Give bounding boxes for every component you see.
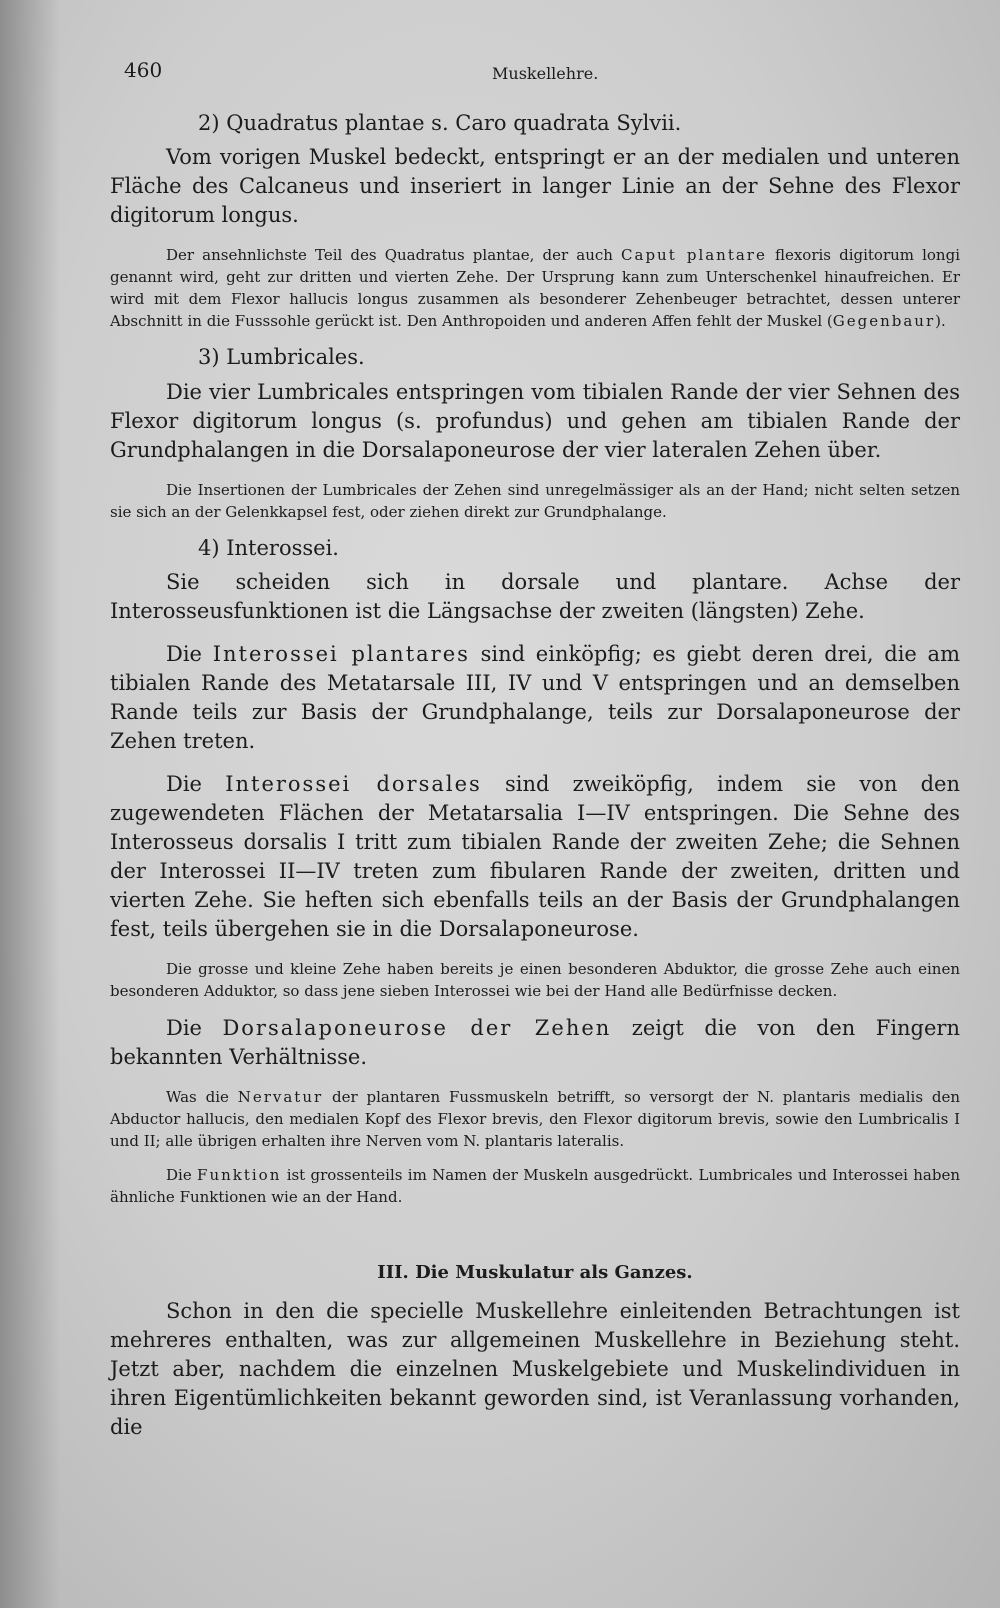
term-interossei-dorsales: Interossei dorsales — [225, 771, 482, 796]
note-abduktor: Die grosse und kleine Zehe haben bereits je einen besonderen Abduktor, die grosse Zehe auch einen besonderen Adduktor, so dass jene sieben Interossei wie bei der Hand alle Bedürfnisse decken. — [110, 959, 960, 1000]
heading-lumbricales: 3) Lumbricales. — [198, 345, 365, 370]
term-interossei-plantares: Interossei plantares — [212, 641, 470, 666]
paragraph-muskulatur: Schon in den die specielle Muskellehre einleitenden Betrachtungen ist mehreres enthalten, was zur allgemeinen Muskellehre in Beziehung steht. Jetzt aber, nachdem die einzelnen Muskelgebiete und Muskelindividuen in ihren Eigentümlichkeiten bekannt geworden sind, ist Veranlassung vorhanden, die — [110, 1298, 960, 1439]
note-text: Der ansehnlichste Teil des Quadratus plantae, der auch — [166, 246, 622, 265]
text: sind zweiköpfig, indem sie von den zugewendeten Flächen der Metatarsalia I—IV entspringen. Die Sehne des Interosseus dorsalis I tritt zum tibialen Rande der zweiten Zehe; die Sehnen der Interossei II—IV treten zum fibularen Rande der zweiten, dritten und vierten Zehe. Sie heften sich ebenfalls teils an der Basis der Grundphalangen fest, teils übergehen sie in die Dorsalaponeurose. — [110, 771, 960, 941]
running-title: Muskellehre. — [492, 64, 599, 83]
note-text: ). — [935, 312, 946, 331]
note-nervatur — [110, 1086, 960, 1152]
paragraph-dorsalaponeurose — [110, 1014, 960, 1072]
text: der plantaren Fussmuskeln betrifft, so versorgt der N. plantaris medialis den Abductor hallucis, den medialen Kopf des Flexor brevis, den Flexor digitorum brevis, sowie den Lumbricalis I und II; alle übrigen erhalten ihre Nerven vom N. plantaris lateralis. — [110, 1087, 960, 1150]
paragraph-interossei-intro: Sie scheiden sich in dorsale und plantare. Achse der Interosseusfunktionen ist die Längsachse der zweiten (längsten) Zehe. — [110, 569, 960, 623]
paragraph-interossei-plantares — [110, 640, 960, 756]
text: ist grossenteils im Namen der Muskeln ausgedrückt. Lumbricales und Interossei haben ähnliche Funktionen wie an der Hand. — [110, 1165, 961, 1206]
text: Die — [166, 771, 226, 796]
note-text: flexoris digitorum longi genannt wird, geht zur dritten und vierten Zehe. Der Ursprung kann zum Unterschenkel hinaufreichen. Er wird mit dem Flexor hallucis longus zusammen als besonderer Zehenbeuger betrachtet, dessen unterer Abschnitt in die Fusssohle gerückt ist. Den Anthropoiden und anderen Affen fehlt der Muskel ( — [110, 246, 960, 331]
heading-quadratus-plantae: 2) Quadratus plantae s. Caro quadrata Sylvii. — [198, 111, 682, 135]
term-nervatur: Nervatur — [237, 1087, 324, 1106]
note-lumbricales: Die Insertionen der Lumbricales der Zehen sind unregelmässiger als an der Hand; nicht selten setzen sie sich an der Gelenkkapsel fest, oder ziehen direkt zur Grundphalange. — [110, 480, 960, 521]
note-funktion — [110, 1164, 960, 1208]
page-header — [124, 58, 604, 82]
term-caput-plantare: Caput plantare — [621, 246, 767, 265]
term-funktion: Funktion — [197, 1165, 282, 1184]
text: sind einköpfig; es giebt deren drei, die am tibialen Rande des Metatarsale III, IV und V entspringen und an demselben Rande teils zur Basis der Grundphalange, teils zur Dorsalaponeurose der Zehen treten. — [110, 641, 960, 753]
text: Die — [166, 641, 213, 666]
page-body — [110, 110, 960, 1456]
heading-interossei: 4) Interossei. — [198, 535, 339, 560]
page-number: 460 — [124, 58, 163, 82]
paragraph-quadratus: Vom vorigen Muskel bedeckt, entspringt er an der medialen und unteren Fläche des Calcaneus und inseriert in langer Linie an der Sehne des Flexor digitorum longus. — [110, 145, 960, 228]
note-quadratus — [110, 244, 960, 332]
paragraph-interossei-dorsales — [110, 770, 960, 944]
text: Die — [166, 1165, 198, 1184]
term-dorsalaponeurose: Dorsalaponeurose der Zehen — [222, 1015, 612, 1040]
section-title-muskulatur: III. Die Muskulatur als Ganzes. — [377, 1261, 693, 1283]
text: Was die — [166, 1087, 238, 1106]
text: zeigt die von den Fingern bekannten Verhältnisse. — [110, 1015, 960, 1069]
paragraph-lumbricales: Die vier Lumbricales entspringen vom tibialen Rande der vier Sehnen des Flexor digitorum longus (s. profundus) und gehen am tibialen Rande der Grundphalangen in die Dorsalaponeurose der vier lateralen Zehen über. — [110, 379, 960, 462]
author-gegenbaur: Gegenbaur — [832, 312, 936, 331]
text: Die — [166, 1015, 223, 1040]
